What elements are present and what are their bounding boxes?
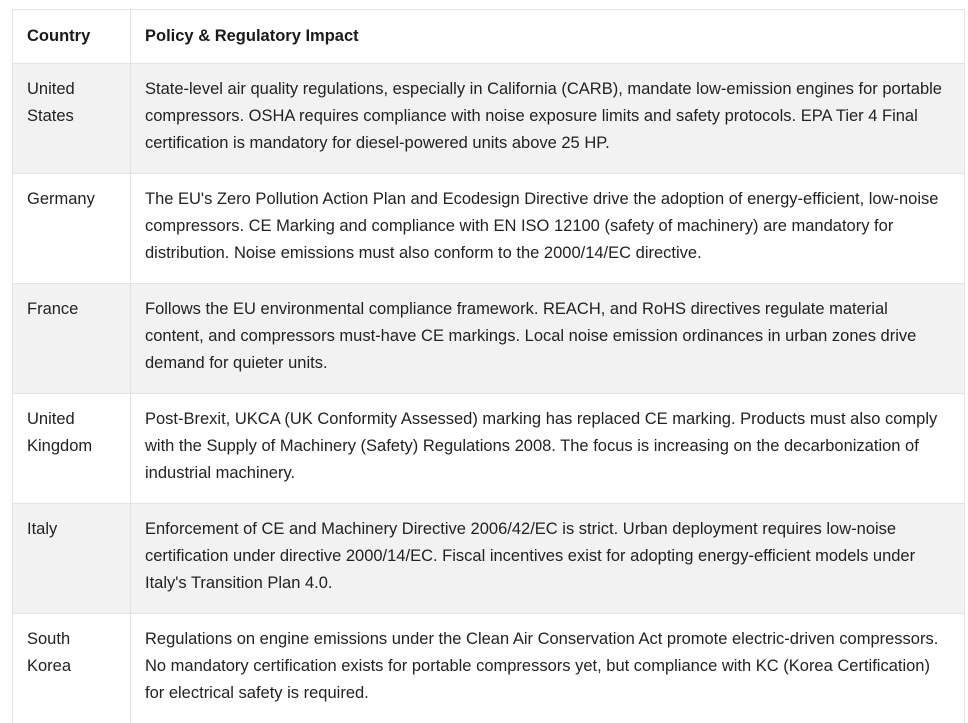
cell-country: United Kingdom <box>13 394 131 504</box>
cell-country: Germany <box>13 174 131 284</box>
table-row <box>13 64 965 174</box>
header-row <box>13 10 965 64</box>
table-header <box>13 10 965 64</box>
cell-impact: Post-Brexit, UKCA (UK Conformity Assessed) marking has replaced CE marking. Products must also comply with the Supply of Machinery (Safety) Regulations 2008. The focus is increasing on the decarbonization of industrial machinery. <box>131 394 965 504</box>
table-row <box>13 504 965 614</box>
cell-impact: Regulations on engine emissions under the Clean Air Conservation Act promote electric-driven compressors. No mandatory certification exists for portable compressors yet, but compliance with KC (Korea Certification) for electrical safety is required. <box>131 614 965 723</box>
table-body <box>13 64 965 723</box>
table-row <box>13 174 965 284</box>
cell-impact: State-level air quality regulations, especially in California (CARB), mandate low-emission engines for portable compressors. OSHA requires compliance with noise exposure limits and safety protocols. EPA Tier 4 Final certification is mandatory for diesel-powered units above 25 HP. <box>131 64 965 174</box>
table-row <box>13 284 965 394</box>
header-impact: Policy & Regulatory Impact <box>131 10 965 64</box>
cell-country: France <box>13 284 131 394</box>
cell-country: South Korea <box>13 614 131 723</box>
cell-country: Italy <box>13 504 131 614</box>
cell-impact: Enforcement of CE and Machinery Directive 2006/42/EC is strict. Urban deployment requires low-noise certification under directive 2000/14/EC. Fiscal incentives exist for adopting energy-efficient models under Italy's Transition Plan 4.0. <box>131 504 965 614</box>
regulatory-table <box>12 9 965 723</box>
table-row <box>13 614 965 723</box>
cell-impact: The EU's Zero Pollution Action Plan and Ecodesign Directive drive the adoption of energy-efficient, low-noise compressors. CE Marking and compliance with EN ISO 12100 (safety of machinery) are mandatory for distribution. Noise emissions must also conform to the 2000/14/EC directive. <box>131 174 965 284</box>
table-container <box>12 9 965 723</box>
table-row <box>13 394 965 504</box>
cell-impact: Follows the EU environmental compliance framework. REACH, and RoHS directives regulate material content, and compressors must-have CE markings. Local noise emission ordinances in urban zones drive demand for quieter units. <box>131 284 965 394</box>
header-country: Country <box>13 10 131 64</box>
cell-country: United States <box>13 64 131 174</box>
